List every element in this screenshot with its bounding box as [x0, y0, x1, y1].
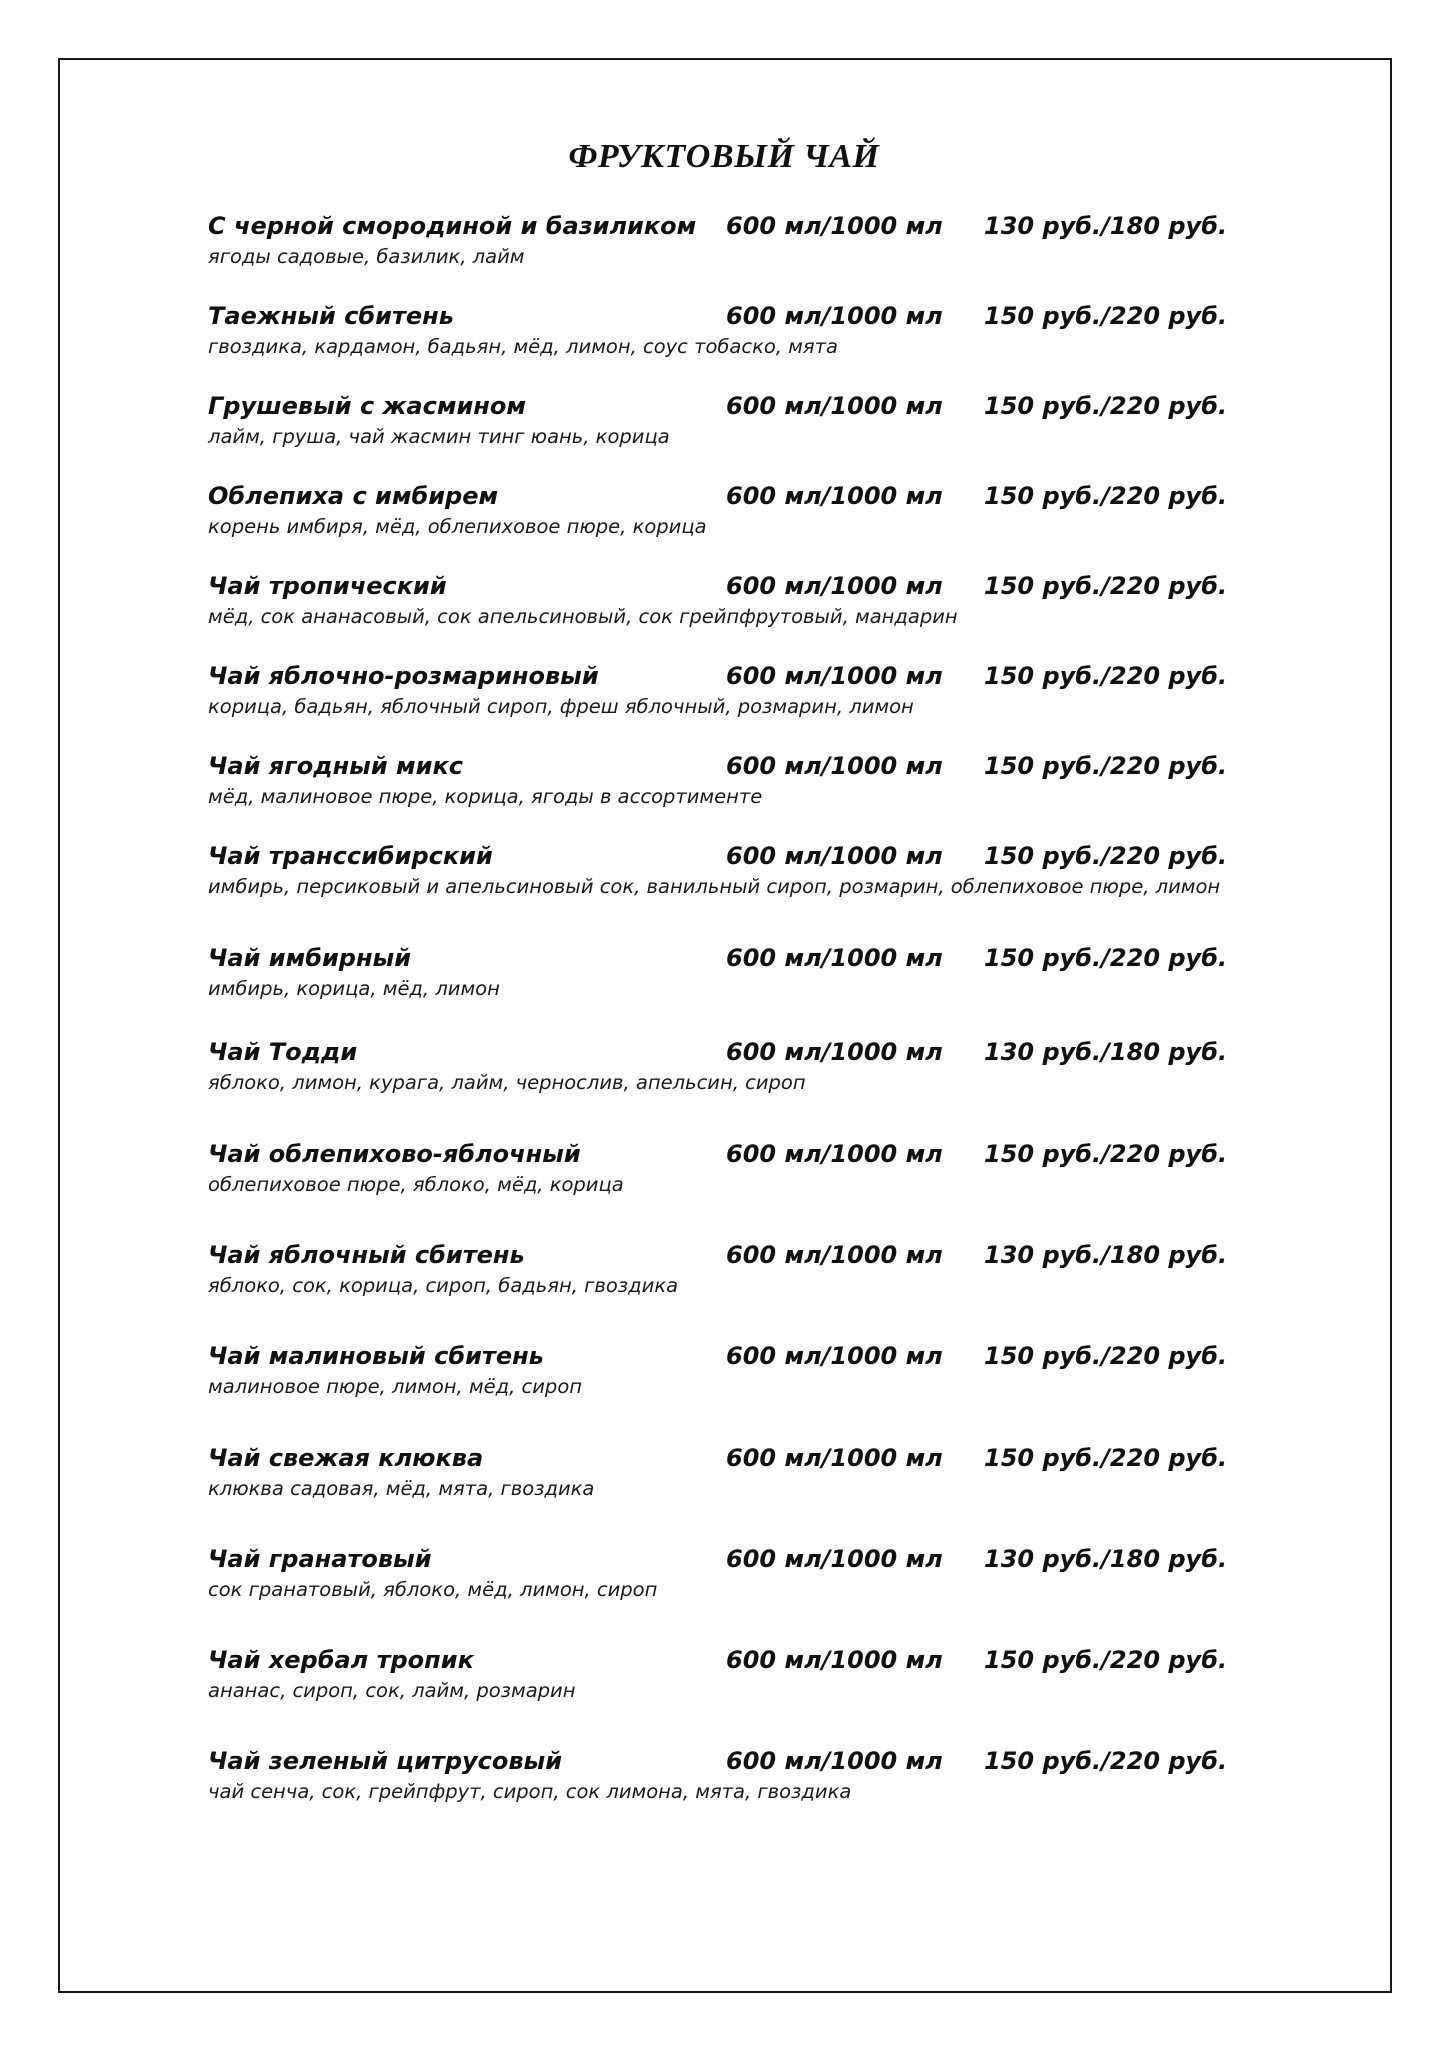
item-description: яблоко, сок, корица, сироп, бадьян, гвоздика [208, 1274, 679, 1297]
item-volume: 600 мл/1000 мл [726, 1747, 943, 1775]
menu-item [208, 478, 1248, 540]
menu-item [208, 748, 1248, 810]
item-price: 150 руб./220 руб. [984, 392, 1228, 420]
item-volume: 600 мл/1000 мл [726, 842, 943, 870]
menu-item [208, 1136, 1248, 1198]
item-price: 150 руб./220 руб. [984, 302, 1228, 330]
item-name: Чай яблочный сбитень [208, 1241, 525, 1269]
item-description: корица, бадьян, яблочный сироп, фреш яблочный, розмарин, лимон [208, 695, 914, 718]
menu-item-header [208, 478, 1248, 514]
item-name: Чай малиновый сбитень [208, 1342, 544, 1370]
item-price: 130 руб./180 руб. [984, 1545, 1228, 1573]
menu-item-header [208, 208, 1248, 244]
item-description: лайм, груша, чай жасмин тинг юань, корица [208, 425, 670, 448]
item-price: 130 руб./180 руб. [984, 212, 1228, 240]
menu-item [208, 298, 1248, 360]
item-description: малиновое пюре, лимон, мёд, сироп [208, 1375, 582, 1398]
item-price: 150 руб./220 руб. [984, 752, 1228, 780]
item-description: облепиховое пюре, яблоко, мёд, корица [208, 1173, 624, 1196]
item-volume: 600 мл/1000 мл [726, 662, 943, 690]
item-volume: 600 мл/1000 мл [726, 212, 943, 240]
menu-item [208, 1237, 1248, 1299]
item-name: Облепиха с имбирем [208, 482, 499, 510]
item-price: 150 руб./220 руб. [984, 1444, 1228, 1472]
menu-item [208, 940, 1248, 1002]
item-name: Чай тропический [208, 572, 447, 600]
menu-item-header [208, 388, 1248, 424]
menu-item [208, 1440, 1248, 1502]
item-price: 150 руб./220 руб. [984, 1646, 1228, 1674]
item-volume: 600 мл/1000 мл [726, 752, 943, 780]
menu-item [208, 1541, 1248, 1603]
item-volume: 600 мл/1000 мл [726, 1241, 943, 1269]
menu-item-header [208, 1642, 1248, 1678]
menu-item [208, 1338, 1248, 1400]
menu-item-header [208, 658, 1248, 694]
item-volume: 600 мл/1000 мл [726, 1646, 943, 1674]
item-price: 150 руб./220 руб. [984, 842, 1228, 870]
item-name: Чай свежая клюква [208, 1444, 484, 1472]
item-volume: 600 мл/1000 мл [726, 1038, 943, 1066]
menu-item-header [208, 838, 1248, 874]
item-description: чай сенча, сок, грейпфрут, сироп, сок лимона, мята, гвоздика [208, 1780, 852, 1803]
item-volume: 600 мл/1000 мл [726, 1444, 943, 1472]
item-description: имбирь, корица, мёд, лимон [208, 977, 500, 1000]
item-name: Чай ягодный микс [208, 752, 463, 780]
item-description: клюква садовая, мёд, мята, гвоздика [208, 1477, 595, 1500]
menu-item [208, 568, 1248, 630]
item-name: Чай транссибирский [208, 842, 493, 870]
item-name: Чай яблочно-розмариновый [208, 662, 599, 690]
menu-title: ФРУКТОВЫЙ ЧАЙ [568, 138, 880, 175]
item-description: сок гранатовый, яблоко, мёд, лимон, сироп [208, 1578, 658, 1601]
item-description: имбирь, персиковый и апельсиновый сок, ванильный сироп, розмарин, облепиховое пюре, лимон [208, 875, 1221, 898]
item-name: С черной смородиной и базиликом [208, 212, 697, 240]
item-price: 150 руб./220 руб. [984, 572, 1228, 600]
item-name: Чай облепихово-яблочный [208, 1140, 581, 1168]
item-volume: 600 мл/1000 мл [726, 392, 943, 420]
menu-item [208, 658, 1248, 720]
item-name: Чай зеленый цитрусовый [208, 1747, 563, 1775]
item-description: корень имбиря, мёд, облепиховое пюре, корица [208, 515, 707, 538]
menu-item-header [208, 940, 1248, 976]
menu-item [208, 1743, 1248, 1805]
menu-item [208, 208, 1248, 270]
menu-item [208, 1034, 1248, 1096]
item-volume: 600 мл/1000 мл [726, 302, 943, 330]
item-volume: 600 мл/1000 мл [726, 572, 943, 600]
item-name: Чай имбирный [208, 944, 412, 972]
menu-item-header [208, 1136, 1248, 1172]
item-name: Грушевый с жасмином [208, 392, 526, 420]
item-description: гвоздика, кардамон, бадьян, мёд, лимон, соус тобаско, мята [208, 335, 838, 358]
menu-item [208, 838, 1248, 900]
item-price: 150 руб./220 руб. [984, 482, 1228, 510]
item-volume: 600 мл/1000 мл [726, 1545, 943, 1573]
item-name: Чай Тодди [208, 1038, 358, 1066]
item-name: Таежный сбитень [208, 302, 454, 330]
item-description: ананас, сироп, сок, лайм, розмарин [208, 1679, 576, 1702]
menu-item-header [208, 1440, 1248, 1476]
item-name: Чай гранатовый [208, 1545, 432, 1573]
item-price: 150 руб./220 руб. [984, 1140, 1228, 1168]
item-price: 130 руб./180 руб. [984, 1241, 1228, 1269]
menu-item-header [208, 568, 1248, 604]
menu-item-header [208, 298, 1248, 334]
menu-item-header [208, 1034, 1248, 1070]
menu-item-header [208, 1237, 1248, 1273]
item-volume: 600 мл/1000 мл [726, 482, 943, 510]
menu-item-header [208, 748, 1248, 784]
menu-item-header [208, 1338, 1248, 1374]
menu-item [208, 1642, 1248, 1704]
item-price: 130 руб./180 руб. [984, 1038, 1228, 1066]
item-price: 150 руб./220 руб. [984, 1747, 1228, 1775]
item-description: яблоко, лимон, курага, лайм, чернослив, апельсин, сироп [208, 1071, 806, 1094]
item-volume: 600 мл/1000 мл [726, 944, 943, 972]
item-price: 150 руб./220 руб. [984, 1342, 1228, 1370]
menu-item-header [208, 1743, 1248, 1779]
item-description: ягоды садовые, базилик, лайм [208, 245, 525, 268]
item-price: 150 руб./220 руб. [984, 662, 1228, 690]
item-description: мёд, сок ананасовый, сок апельсиновый, сок грейпфрутовый, мандарин [208, 605, 958, 628]
menu-item [208, 388, 1248, 450]
item-volume: 600 мл/1000 мл [726, 1140, 943, 1168]
item-description: мёд, малиновое пюре, корица, ягоды в ассортименте [208, 785, 763, 808]
item-price: 150 руб./220 руб. [984, 944, 1228, 972]
item-volume: 600 мл/1000 мл [726, 1342, 943, 1370]
menu-item-header [208, 1541, 1248, 1577]
item-name: Чай хербал тропик [208, 1646, 474, 1674]
